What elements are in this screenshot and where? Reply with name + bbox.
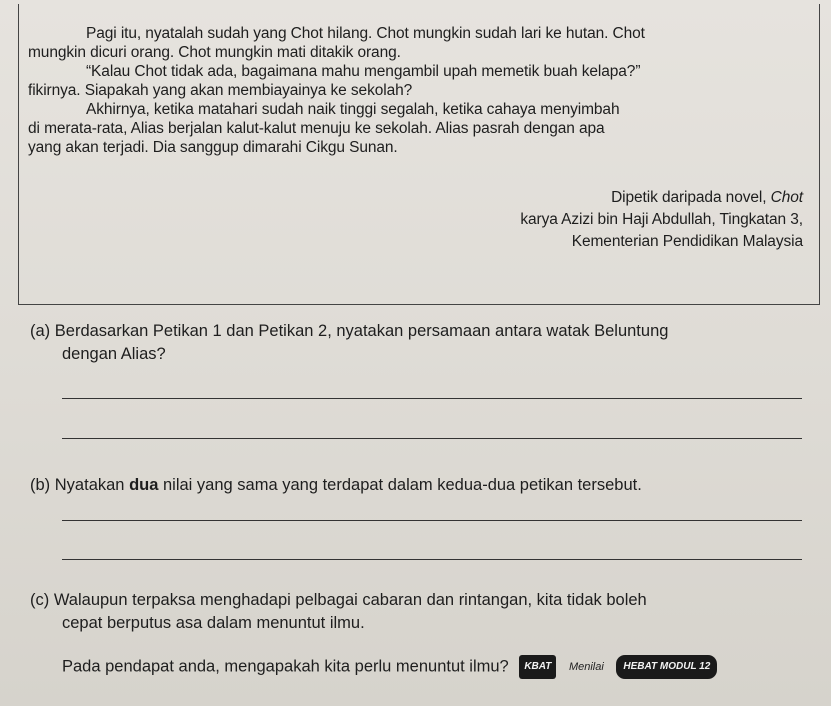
question-c-prompt: Pada pendapat anda, mengapakah kita perlu menuntut ilmu? <box>62 657 509 676</box>
passage-line-7: yang akan terjadi. Dia sanggup dimarahi Cikgu Sunan. <box>28 139 398 156</box>
question-a <box>30 320 668 342</box>
question-c-text-3 <box>62 655 717 679</box>
question-c <box>30 589 647 611</box>
passage-line-3: “Kalau Chot tidak ada, bagaimana mahu mengambil upah memetik buah kelapa?” <box>86 63 641 80</box>
menilai-badge: Menilai <box>568 661 604 673</box>
source-line-2: karya Azizi bin Haji Abdullah, Tingkatan 3, <box>520 211 803 228</box>
question-b-label: (b) <box>30 476 51 494</box>
answer-line-b-2[interactable] <box>62 559 802 560</box>
hebat-modul-badge: HEBAT MODUL 12 <box>616 655 717 679</box>
question-a-label: (a) <box>30 322 51 340</box>
answer-line-a-2[interactable] <box>62 438 802 439</box>
answer-line-a-1[interactable] <box>62 398 802 399</box>
passage-line-2: mungkin dicuri orang. Chot mungkin mati ditakik orang. <box>28 44 401 61</box>
passage-line-6: di merata-rata, Alias berjalan kalut-kalut menuju ke sekolah. Alias pasrah dengan apa <box>28 120 605 137</box>
answer-line-b-1[interactable] <box>62 520 802 521</box>
source-line-1 <box>611 188 803 207</box>
question-c-text-2: cepat berputus asa dalam menuntut ilmu. <box>62 614 365 632</box>
source-novel-title: Chot <box>770 189 803 206</box>
kbat-badge: KBAT <box>519 655 556 679</box>
question-b-prefix: Nyatakan <box>54 476 130 494</box>
passage-line-5: Akhirnya, ketika matahari sudah naik tinggi segalah, ketika cahaya menyimbah <box>86 101 620 118</box>
question-b <box>30 474 642 496</box>
source-line-3: Kementerian Pendidikan Malaysia <box>571 233 803 250</box>
passage-line-1: Pagi itu, nyatalah sudah yang Chot hilang. Chot mungkin sudah lari ke hutan. Chot <box>86 25 645 42</box>
source-prefix: Dipetik daripada novel, <box>611 189 771 206</box>
question-c-label: (c) <box>30 591 50 609</box>
passage-line-4: fikirnya. Siapakah yang akan membiayainya ke sekolah? <box>28 82 413 99</box>
question-b-suffix: nilai yang sama yang terdapat dalam kedua-dua petikan tersebut. <box>158 476 642 494</box>
question-a-text-2: dengan Alias? <box>62 345 166 363</box>
question-c-text-1: Walaupun terpaksa menghadapi pelbagai cabaran dan rintangan, kita tidak boleh <box>53 591 647 609</box>
question-a-text-1: Berdasarkan Petikan 1 dan Petikan 2, nyatakan persamaan antara watak Beluntung <box>54 322 669 340</box>
question-b-bold: dua <box>129 476 159 494</box>
